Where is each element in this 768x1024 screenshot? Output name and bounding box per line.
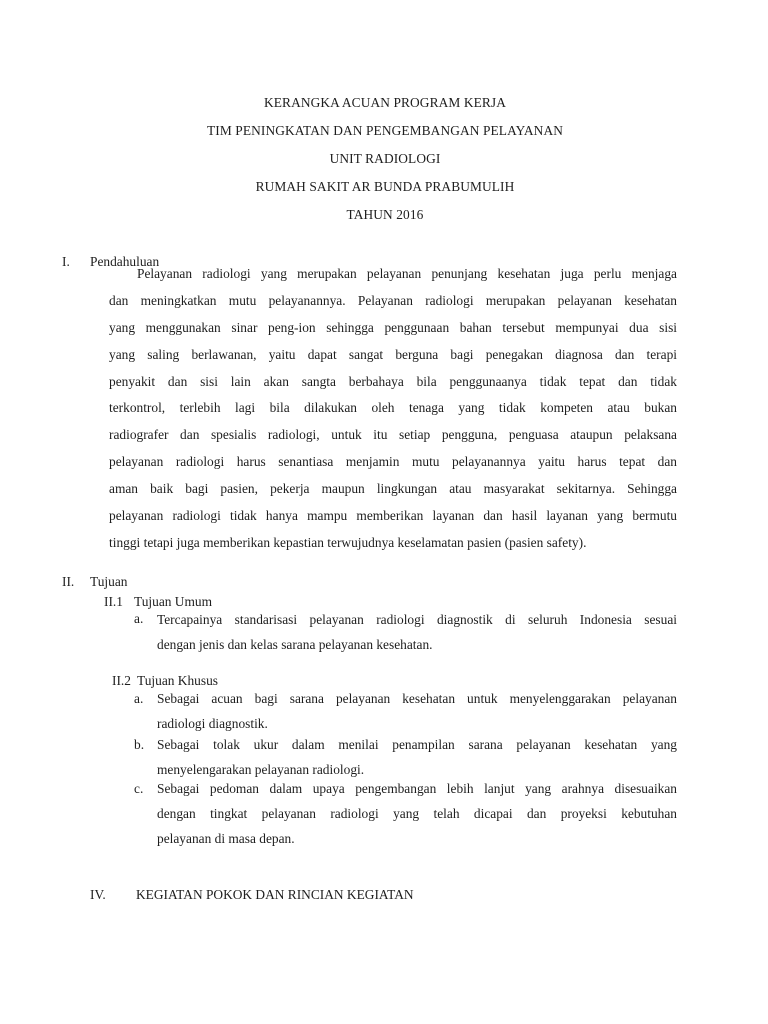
paragraph-line: pelayanan radiologi tidak hanya mampu memberikan layanan dan hasil layanan yang bermutu [109, 508, 677, 524]
paragraph-line: dan meningkatkan mutu pelayanannya. Pelayanan radiologi merupakan pelayanan kesehatan [109, 292, 677, 308]
list-item-line: radiologi diagnostik. [157, 716, 268, 731]
title-line: TAHUN 2016 [346, 207, 424, 222]
list-marker: a. [134, 611, 144, 626]
subsection-2-1-heading: Tujuan Umum [134, 594, 213, 609]
list-item-line: Sebagai pedoman dalam upaya pengembangan lebih lanjut yang arahnya disesuaikan [157, 781, 677, 796]
subsection-2-2-heading: Tujuan Khusus [137, 673, 218, 688]
paragraph-line: tinggi tetapi juga memberikan kepastian terwujudnya keselamatan pasien (pasien safety). [109, 534, 587, 550]
list-item-line: dengan jenis dan kelas sarana pelayanan kesehatan. [157, 637, 433, 652]
paragraph-line: terkontrol, terlebih lagi bila dilakukan oleh tenaga yang tidak kompeten atau bukan [109, 400, 677, 416]
list-item [157, 607, 677, 657]
list-item-line: Sebagai acuan bagi sarana pelayanan kesehatan untuk menyelenggarakan pelayanan [157, 691, 677, 706]
section-4-heading: KEGIATAN POKOK DAN RINCIAN KEGIATAN [136, 887, 414, 902]
list-marker: a. [134, 691, 144, 706]
subsection-2-2-number: II.2 [112, 673, 131, 688]
paragraph-line: radiografer dan spesialis radiologi, untuk itu setiap pengguna, penguasa ataupun pelaksana [109, 427, 677, 443]
list-item [157, 776, 677, 851]
paragraph-line: pelayanan radiologi harus senantiasa menjamin mutu pelayanannya yaitu harus tepat dan [109, 454, 677, 470]
title-line: TIM PENINGKATAN DAN PENGEMBANGAN PELAYANAN [207, 123, 563, 138]
paragraph-line: yang menggunakan sinar peng-ion sehingga penggunaan bahan tersebut mempunyai dua sisi [109, 319, 677, 335]
paragraph-line: Pelayanan radiologi yang merupakan pelayanan penunjang kesehatan juga perlu menjaga [137, 266, 677, 281]
list-item-line: Tercapainya standarisasi pelayanan radiologi diagnostik di seluruh Indonesia sesuai [157, 612, 677, 627]
title-line: KERANGKA ACUAN PROGRAM KERJA [264, 95, 506, 110]
subsection-2-1-number: II.1 [104, 594, 123, 609]
section-1-paragraph [109, 261, 677, 557]
title-line: RUMAH SAKIT AR BUNDA PRABUMULIH [255, 179, 515, 194]
paragraph-line: yang saling berlawanan, yaitu dapat sangat berguna bagi penegakan diagnosa dan terapi [109, 346, 677, 362]
paragraph-line: penyakit dan sisi lain akan sangta berbahaya bila penggunaanya tidak tepat dan tidak [109, 373, 677, 389]
list-item-line: pelayanan di masa depan. [157, 831, 295, 846]
section-2-number: II. [62, 574, 75, 589]
section-1-number: I. [62, 254, 70, 269]
paragraph-line: aman baik bagi pasien, pekerja maupun lingkungan atau masyarakat sekitarnya. Sehingga [109, 481, 677, 497]
title-line: UNIT RADIOLOGI [329, 151, 441, 166]
document-title [0, 92, 768, 232]
section-1-heading: Pendahuluan [90, 254, 160, 269]
list-item-line: menyelengarakan pelayanan radiologi. [157, 762, 365, 777]
list-item-line: dengan tingkat pelayanan radiologi yang telah dicapai dan proyeksi kebutuhan [157, 806, 677, 821]
section-4-number: IV. [90, 887, 106, 902]
list-marker: c. [134, 781, 144, 796]
list-item [157, 686, 677, 736]
section-2-heading: Tujuan [90, 574, 128, 589]
list-item [157, 732, 677, 782]
list-item-line: Sebagai tolak ukur dalam menilai penampilan sarana pelayanan kesehatan yang [157, 737, 677, 752]
list-marker: b. [134, 737, 145, 752]
